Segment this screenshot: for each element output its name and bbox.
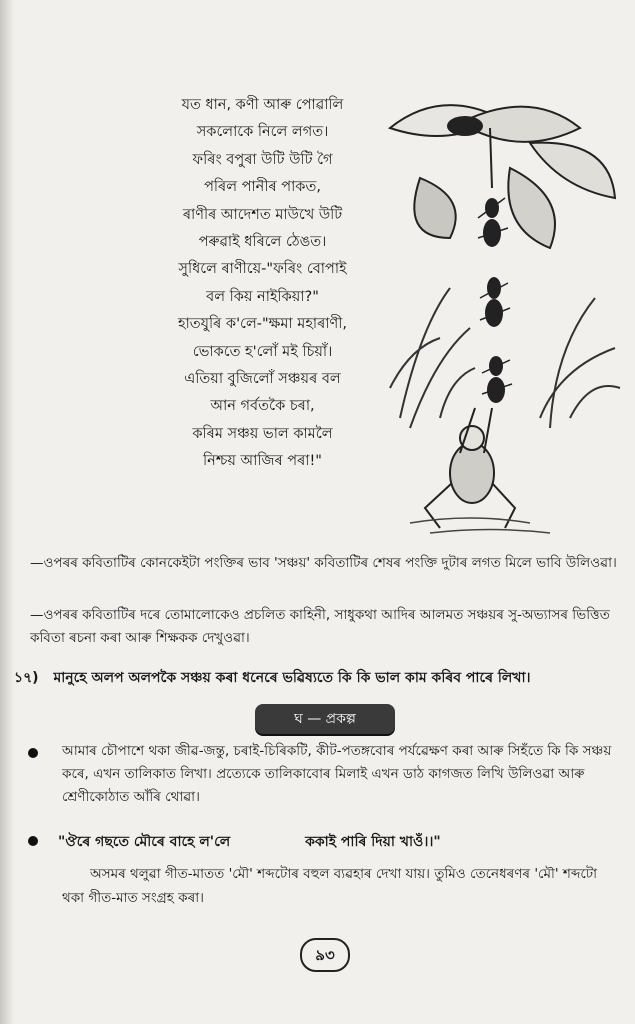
exercise-paragraph-2: —ওপৰৰ কবিতাটিৰ দৰে তোমালোকেও প্ৰচলিত কাহিনী, সাধুকথা আদিৰ আলমত সঞ্চয়ৰ সু-অভ্যাসৰ ভিত্তিত কবিতা ৰচনা কৰা আৰু শিক্ষকক দেখুওৱা।: [30, 607, 610, 646]
question-text: মানুহে অলপ অলপকৈ সঞ্চয় কৰা ধনেৰে ভৱিষ্যতে কি কি ভাল কাম কৰিব পাৰে লিখা।: [53, 670, 531, 686]
poem-line: এতিয়া বুজিলোঁ সঞ্চয়ৰ বল: [184, 371, 341, 388]
leaf-shape: [414, 178, 455, 238]
poem-line: ফৰিং বপুৰা উটি উটি গৈ: [192, 151, 333, 168]
poem-line: বল কিয় নাইকিয়া?": [206, 288, 319, 305]
grasshopper-head: [460, 426, 484, 450]
folk-song-quote: [58, 830, 441, 854]
page-gutter-shadow: [0, 0, 14, 1024]
ant-grasshopper-illustration: [380, 88, 625, 538]
project-note: অসমৰ থলুৱা গীত-মাতত 'মৌ' শব্দটোৰ বহুল ব্যৱহাৰ দেখা যায়। তুমিও তেনেধৰণৰ 'মৌ' শব্দটো থকা গীত-মাত সংগ্ৰহ কৰা।: [62, 866, 598, 906]
poem-line: আন গৰ্বতকৈ চৰা,: [210, 398, 315, 415]
poem-line: ৰাণীৰ আদেশত মাউখে উটি: [182, 206, 343, 223]
poem-line: সকলোকে নিলে লগত।: [196, 124, 329, 141]
question-17: [14, 666, 624, 690]
poem-line: যত ধান, কণী আৰু পোৱালি: [181, 97, 344, 113]
ant-body: [447, 116, 483, 136]
leaf-shape: [530, 143, 615, 198]
poem-line: ভোকতে হ'লোঁ মই চিয়াঁ।: [192, 343, 333, 360]
page-number: ৯৩: [300, 938, 350, 972]
question-number: ১৭): [14, 670, 39, 686]
section-heading-badge: ঘ — প্ৰকল্প: [255, 704, 395, 734]
ant-body: [485, 299, 503, 327]
project-item-1: আমাৰ চৌপাশে থকা জীৱ-জন্তু, চৰাই-চিৰিকটি, কীট-পতঙ্গবোৰ পৰ্যৱেক্ষণ কৰা আৰু সিহঁতে কি কি সঞ্চয় কৰে, এখন তালিকাত লিখা। প্ৰত্যেকে তালিকাবোৰ মিলাই এখন ডাঠ কাগজত লিখি উলিওৱা আৰু শ্ৰেণীকোঠাত আঁৰি থোৱা।: [62, 743, 612, 805]
poem-line: হাতযুৰি ক'লে-"ক্ষমা মহাৰাণী,: [177, 316, 348, 333]
poem-line: কৰিম সঞ্চয় ভাল কামলৈ: [192, 425, 333, 442]
exercise-paragraph-1: —ওপৰৰ কবিতাটিৰ কোনকেইটা পংক্তিৰ ভাব 'সঞ্চয়' কবিতাটিৰ শেষৰ পংক্তি দুটাৰ লগত মিলে ভাবি উলিওৱা।: [30, 555, 617, 571]
leaf-shape: [508, 168, 555, 248]
water-ripples: [410, 518, 550, 533]
quote-part-1: "ঔৰে গছতে মৌৰে বাহে ল'লে: [58, 834, 231, 850]
poem-line: পৰিল পানীৰ পাকত,: [204, 179, 321, 196]
quote-part-2: ককাই পাৰি দিয়া খাওঁ।।": [305, 834, 441, 850]
poem: [120, 92, 405, 476]
grasshopper-body: [450, 443, 494, 503]
bullet-icon: [28, 836, 38, 846]
poem-line: সুধিলে ৰাণীয়ে-"ফৰিং বোপাই: [178, 261, 347, 278]
grass-blades: [390, 288, 620, 428]
bullet-icon: [28, 748, 38, 758]
poem-line: পৰুৱাই ধৰিলে ঠেঙত।: [198, 234, 327, 251]
poem-line: নিশ্চয় আজিৰ পৰা!": [203, 453, 322, 470]
